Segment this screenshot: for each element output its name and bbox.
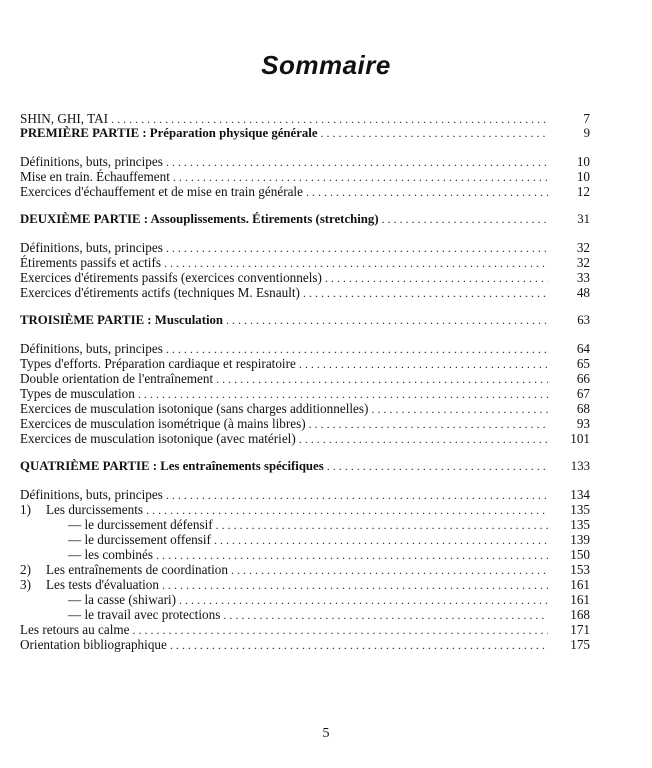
toc-entry-number: 3) xyxy=(20,577,31,592)
toc-entry-page: 135 xyxy=(570,502,590,517)
toc-subentry xyxy=(20,547,590,562)
toc-entry xyxy=(20,184,590,199)
toc-entry-label: Les entraînements de coordination xyxy=(46,562,228,577)
toc-entry-label: Mise en train. Échauffement xyxy=(20,169,170,184)
toc-entry xyxy=(20,487,590,502)
dot-leader xyxy=(166,342,548,357)
toc-entry-label: Étirements passifs et actifs xyxy=(20,255,161,270)
dot-leader xyxy=(173,170,548,185)
dot-leader xyxy=(156,548,548,563)
dot-leader xyxy=(223,608,548,623)
dot-leader xyxy=(170,638,548,653)
toc-entry-page: 133 xyxy=(570,459,590,473)
dot-leader xyxy=(166,241,548,256)
toc-entry-label: Définitions, buts, principes xyxy=(20,240,163,255)
toc-entry-page: 161 xyxy=(570,592,590,607)
page-number: 5 xyxy=(322,726,330,741)
toc-entry xyxy=(20,111,590,126)
toc-entry-label: DEUXIÈME PARTIE : Assouplissements. Étirements (stretching) xyxy=(20,212,379,226)
dot-leader xyxy=(216,518,548,533)
toc-entry-page: 139 xyxy=(570,532,590,547)
dot-leader xyxy=(327,459,548,474)
toc-entry xyxy=(20,371,590,386)
toc-entry-page: 9 xyxy=(583,126,590,140)
toc-entry-page: 32 xyxy=(576,240,590,255)
toc-entry xyxy=(20,637,590,652)
toc-entry-page: 68 xyxy=(576,401,590,416)
dot-leader xyxy=(306,185,548,200)
toc-entry xyxy=(20,240,590,255)
toc-entry-label: Exercices de musculation isométrique (à mains libres) xyxy=(20,416,306,431)
dot-leader xyxy=(162,578,548,593)
toc-entry-page: 150 xyxy=(570,547,590,562)
toc-entry xyxy=(20,401,590,416)
dot-leader xyxy=(299,432,548,447)
dot-leader xyxy=(371,402,548,417)
toc-part-heading xyxy=(20,459,590,474)
toc-entry xyxy=(20,386,590,401)
toc-entry-page: 10 xyxy=(576,154,590,169)
dot-leader xyxy=(216,372,548,387)
toc-entry-label: Définitions, buts, principes xyxy=(20,341,163,356)
dot-leader xyxy=(309,417,548,432)
toc-entry-page: 175 xyxy=(570,637,590,652)
toc-subentry xyxy=(20,592,590,607)
dot-leader xyxy=(231,563,548,578)
toc-entry-label: Définitions, buts, principes xyxy=(20,154,163,169)
toc-entry xyxy=(20,255,590,270)
toc-entry-number: 1) xyxy=(20,502,31,517)
toc-entry-label: Double orientation de l'entraînement xyxy=(20,371,214,386)
toc-entry-label: Exercices d'étirements actifs (techniques M. Esnault) xyxy=(20,285,300,300)
toc-entry-label: — le durcissement défensif xyxy=(68,517,213,532)
toc-entry xyxy=(20,270,590,285)
toc-entry-label: Définitions, buts, principes xyxy=(20,487,163,502)
toc-entry-label: Types de musculation xyxy=(20,386,135,401)
toc-entry-label: QUATRIÈME PARTIE : Les entraînements spécifiques xyxy=(20,459,324,473)
toc-subentry xyxy=(20,517,590,532)
toc-entry-label: Les retours au calme xyxy=(20,622,130,637)
toc-subentry xyxy=(20,607,590,622)
toc-entry-page: 168 xyxy=(570,607,590,622)
toc-entry xyxy=(20,356,590,371)
toc-entry-page: 12 xyxy=(576,184,590,199)
dot-leader xyxy=(138,387,548,402)
toc-entry-page: 10 xyxy=(576,169,590,184)
toc-entry xyxy=(20,577,590,592)
dot-leader xyxy=(179,593,548,608)
toc-entry-label: — les combinés xyxy=(68,547,153,562)
toc-entry-label: Exercices d'échauffement et de mise en train générale xyxy=(20,184,303,199)
dot-leader xyxy=(299,357,548,372)
dot-leader xyxy=(226,313,548,328)
toc-entry-page: 153 xyxy=(570,562,590,577)
toc-entry-label: Types d'efforts. Préparation cardiaque et respiratoire xyxy=(20,356,296,371)
toc-entry-page: 7 xyxy=(583,111,590,126)
toc-subentry xyxy=(20,532,590,547)
toc-entry-page: 66 xyxy=(576,371,590,386)
toc-entry-page: 67 xyxy=(576,386,590,401)
dot-leader xyxy=(382,212,548,227)
toc-entry xyxy=(20,431,590,446)
toc-entry-page: 134 xyxy=(570,487,590,502)
toc-entry-label: Les durcissements xyxy=(46,502,144,517)
toc-entry-page: 135 xyxy=(570,517,590,532)
toc-part-heading xyxy=(20,313,590,328)
dot-leader xyxy=(111,112,548,127)
dot-leader xyxy=(164,256,548,271)
toc-entry xyxy=(20,622,590,637)
toc-entry-label: SHIN, GHI, TAI xyxy=(20,111,109,126)
dot-leader xyxy=(321,126,548,141)
toc-part-heading xyxy=(20,126,590,141)
dot-leader xyxy=(166,488,548,503)
toc-entry-label: — le durcissement offensif xyxy=(68,532,211,547)
dot-leader xyxy=(325,271,548,286)
toc-entry xyxy=(20,562,590,577)
table-of-contents xyxy=(20,111,590,652)
toc-entry-label: Orientation bibliographique xyxy=(20,637,167,652)
dot-leader xyxy=(166,155,548,170)
toc-entry-number: 2) xyxy=(20,562,31,577)
toc-entry-label: TROISIÈME PARTIE : Musculation xyxy=(20,313,224,327)
toc-entry xyxy=(20,341,590,356)
toc-entry xyxy=(20,154,590,169)
toc-entry-page: 31 xyxy=(577,212,590,226)
toc-entry xyxy=(20,169,590,184)
toc-entry-page: 63 xyxy=(577,313,590,327)
page-title: Sommaire xyxy=(261,50,391,80)
toc-entry-page: 32 xyxy=(576,255,590,270)
toc-entry-label: Exercices de musculation isotonique (sans charges additionnelles) xyxy=(20,401,369,416)
toc-entry xyxy=(20,285,590,300)
toc-entry-page: 101 xyxy=(570,431,590,446)
toc-entry-label: PREMIÈRE PARTIE : Préparation physique générale xyxy=(20,126,318,140)
toc-entry-page: 65 xyxy=(576,356,590,371)
dot-leader xyxy=(132,623,548,638)
toc-entry-page: 48 xyxy=(576,285,590,300)
dot-leader xyxy=(303,286,548,301)
toc-entry xyxy=(20,502,590,517)
toc-entry xyxy=(20,416,590,431)
toc-entry-page: 33 xyxy=(576,270,590,285)
dot-leader xyxy=(214,533,548,548)
toc-entry-label: — le travail avec protections xyxy=(68,607,221,622)
toc-entry-page: 64 xyxy=(576,341,590,356)
toc-entry-label: Exercices de musculation isotonique (avec matériel) xyxy=(20,431,296,446)
toc-entry-page: 171 xyxy=(570,622,590,637)
dot-leader xyxy=(146,503,548,518)
toc-part-heading xyxy=(20,212,590,227)
toc-entry-label: Les tests d'évaluation xyxy=(46,577,159,592)
toc-entry-label: Exercices d'étirements passifs (exercices conventionnels) xyxy=(20,270,322,285)
toc-entry-page: 93 xyxy=(576,416,590,431)
toc-entry-label: — la casse (shiwari) xyxy=(68,592,177,607)
toc-entry-page: 161 xyxy=(570,577,590,592)
